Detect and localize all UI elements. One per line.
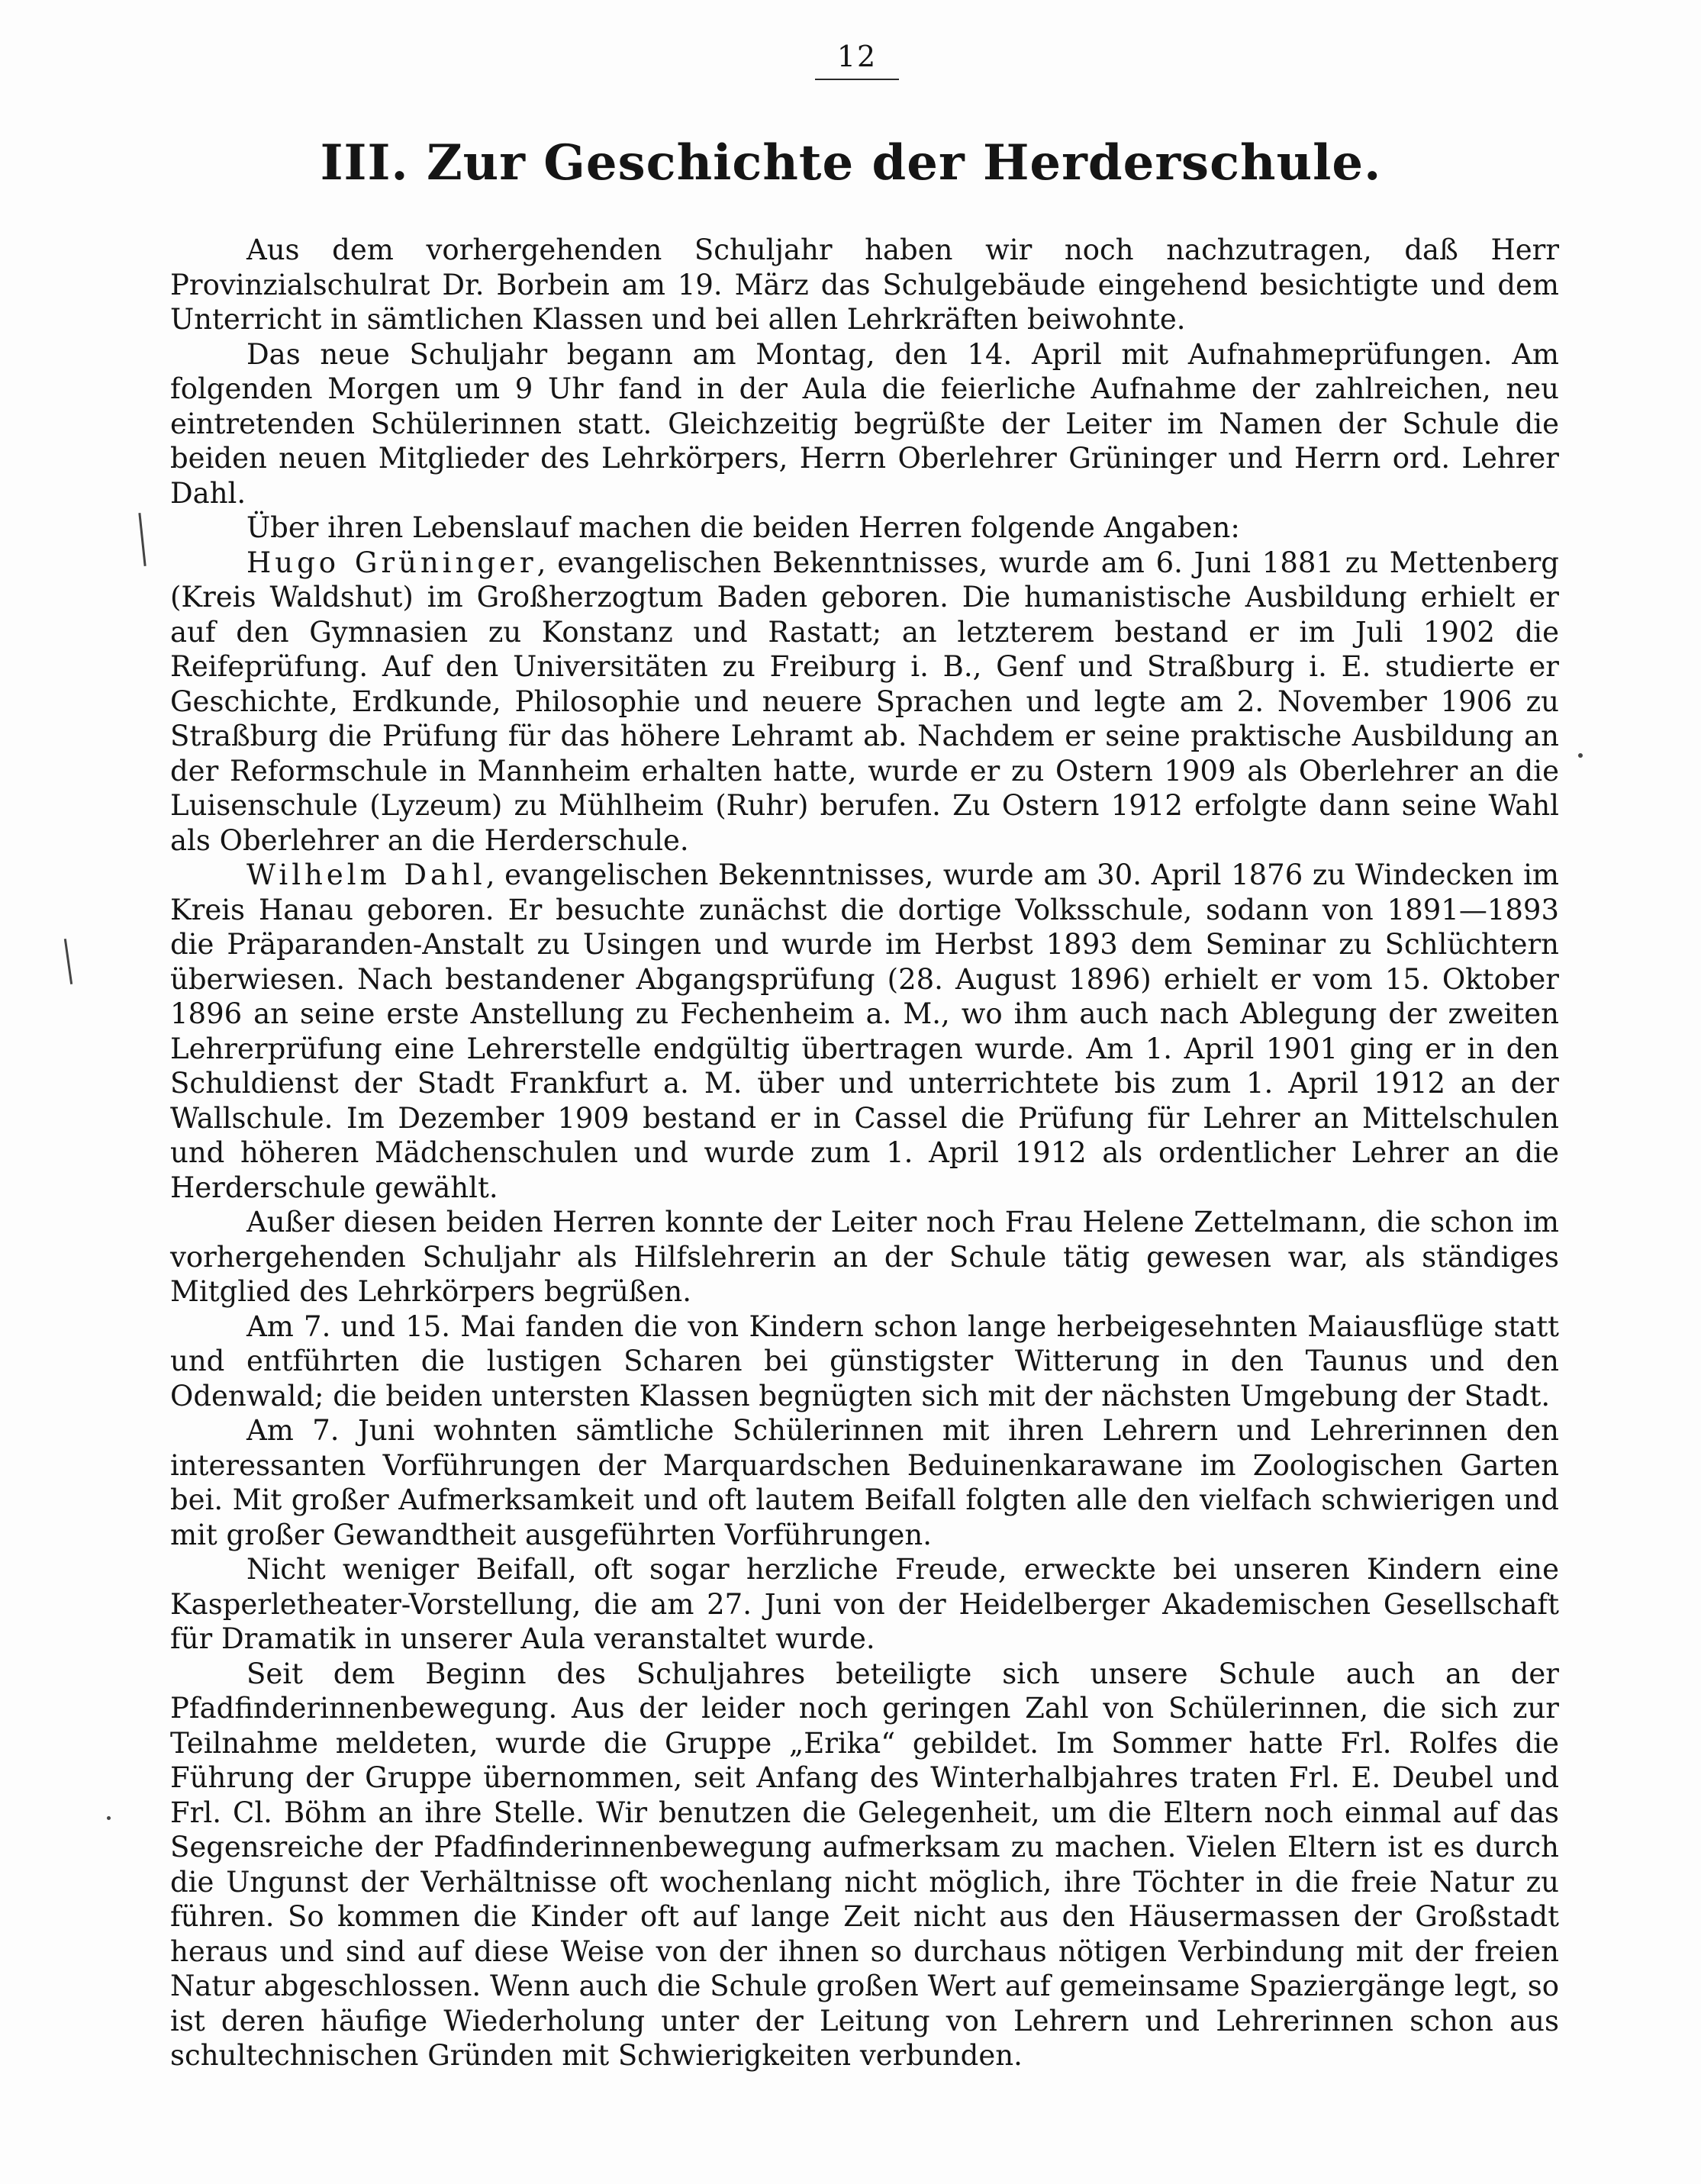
person-name: Wilhelm Dahl (246, 858, 486, 891)
body-text (170, 233, 1559, 2073)
paragraph-text: , evangelischen Bekenntnisses, wurde am 6. Juni 1881 zu Mettenberg (Kreis Waldshut) im Großherzogtum Baden geboren. Die humanistische Ausbildung erhielt er auf den Gymnasien zu Konstanz und Rastatt; an letzterem bestand er im Juli 1902 die Reifeprüfung. Auf den Universitäten zu Freiburg i. B., Genf und Straßburg i. E. studierte er Geschichte, Erdkunde, Philosophie und neuere Sprachen und legte am 2. November 1906 zu Straßburg die Prüfung für das höhere Lehramt ab. Nachdem er seine praktische Ausbildung an der Reformschule in Mannheim erhalten hatte, wurde er zu Ostern 1909 als Oberlehrer an die Luisenschule (Lyzeum) zu Mühlheim (Ruhr) berufen. Zu Ostern 1912 erfolgte dann seine Wahl als Oberlehrer an die Herderschule. (170, 546, 1559, 857)
paragraph: Über ihren Lebenslauf machen die beiden Herren folgende Angaben: (246, 511, 1240, 544)
page-number-rule (815, 79, 899, 80)
paragraph: Außer diesen beiden Herren konnte der Leiter noch Frau Helene Zettelmann, die schon im vorhergehenden Schuljahr als Hilfslehrerin an der Schule tätig gewesen war, als ständiges Mitglied des Lehrkörpers begrüßen. (170, 1206, 1559, 1308)
margin-mark (1578, 753, 1583, 758)
paragraph (170, 546, 1559, 858)
paragraph: Seit dem Beginn des Schuljahres beteiligte sich unsere Schule auch an der Pfadfinderinnenbewegung. Aus der leider noch geringen Zahl von Schülerinnen, die sich zur Teilnahme meldeten, wurde die Gruppe „Erika“ gebildet. Im Sommer hatte Frl. Rolfes die Führung der Gruppe übernommen, seit Anfang des Winterhalbjahres traten Frl. E. Deubel und Frl. Cl. Böhm an ihre Stelle. Wir benutzen die Gelegenheit, um die Eltern noch einmal auf das Segensreiche der Pfadfinderinnenbewegung aufmerksam zu machen. Vielen Eltern ist es durch die Ungunst der Verhältnisse oft wochenlang nicht möglich, ihre Töchter in die freie Natur zu führen. So kommen die Kinder oft auf lange Zeit nicht aus den Häusermassen der Großstadt heraus und sind auf diese Weise von der ihnen so durchaus nötigen Verbindung mit der freien Natur abgeschlossen. Wenn auch die Schule großen Wert auf gemeinsame Spaziergänge legt, so ist deren häufige Wiederholung unter der Leitung von Lehrern und Lehrerinnen schon aus schultechnischen Gründen mit Schwierigkeiten verbunden. (170, 1657, 1559, 2072)
person-name: Hugo Grüninger (246, 546, 537, 579)
paragraph-text: , evangelischen Bekenntnisses, wurde am 30. April 1876 zu Windecken im Kreis Hanau geboren. Er besuchte zunächst die dortige Volksschule, sodann von 1891—1893 die Präparanden-Anstalt zu Usingen und wurde im Herbst 1893 dem Seminar zu Schlüchtern überwiesen. Nach bestandener Abgangsprüfung (28. August 1896) erhielt er vom 15. Oktober 1896 an seine erste Anstellung zu Fechenheim a. M., wo ihm auch nach Ablegung der zweiten Lehrerprüfung eine Lehrerstelle endgültig übertragen wurde. Am 1. April 1901 ging er in den Schuldienst der Stadt Frankfurt a. M. über und unterrichtete bis zum 1. April 1912 an der Wallschule. Im Dezember 1909 bestand er in Cassel die Prüfung für Lehrer an Mittelschulen und höheren Mädchenschulen und wurde zum 1. April 1912 als ordentlicher Lehrer an die Herderschule gewählt. (170, 858, 1559, 1204)
paragraph (170, 858, 1559, 1205)
margin-mark (107, 1816, 111, 1820)
paragraph: Am 7. Juni wohnten sämtliche Schülerinnen mit ihren Lehrern und Lehrerinnen den interessanten Vorführungen der Marquardschen Beduinenkarawane im Zoologischen Garten bei. Mit großer Aufmerksamkeit und oft lautem Beifall folgten alle den vielfach schwierigen und mit großer Gewandtheit ausgeführten Vorführungen. (170, 1414, 1559, 1551)
margin-mark (64, 939, 72, 984)
paragraph: Das neue Schuljahr begann am Montag, den 14. April mit Aufnahmeprüfungen. Am folgenden Morgen um 9 Uhr fand in der Aula die feierliche Aufnahme der zahlreichen, neu eintretenden Schülerinnen statt. Gleichzeitig begrüßte der Leiter im Namen der Schule die beiden neuen Mitglieder des Lehrkörpers, Herrn Oberlehrer Grüninger und Herrn ord. Lehrer Dahl. (170, 337, 1559, 510)
paragraph: Nicht weniger Beifall, oft sogar herzliche Freude, erweckte bei unseren Kindern eine Kasperletheater-Vorstellung, die am 27. Juni von der Heidelberger Akademischen Gesellschaft für Dramatik in unserer Aula veranstaltet wurde. (170, 1553, 1559, 1655)
page-number: 12 (836, 40, 878, 73)
paragraph: Aus dem vorhergehenden Schuljahr haben wir noch nachzutragen, daß Herr Provinzialschulrat Dr. Borbein am 19. März das Schulgebäude eingehend besichtigte und dem Unterricht in sämtlichen Klassen und bei allen Lehrkräften beiwohnte. (170, 234, 1559, 336)
section-title: III. Zur Geschichte der Herderschule. (320, 134, 1382, 192)
paragraph: Am 7. und 15. Mai fanden die von Kindern schon lange herbeigesehnten Maiausflüge statt und entführten die lustigen Scharen bei günstigster Witterung in den Taunus und den Odenwald; die beiden untersten Klassen begnügten sich mit der nächsten Umgebung der Stadt. (170, 1309, 1559, 1413)
margin-mark (138, 513, 146, 566)
